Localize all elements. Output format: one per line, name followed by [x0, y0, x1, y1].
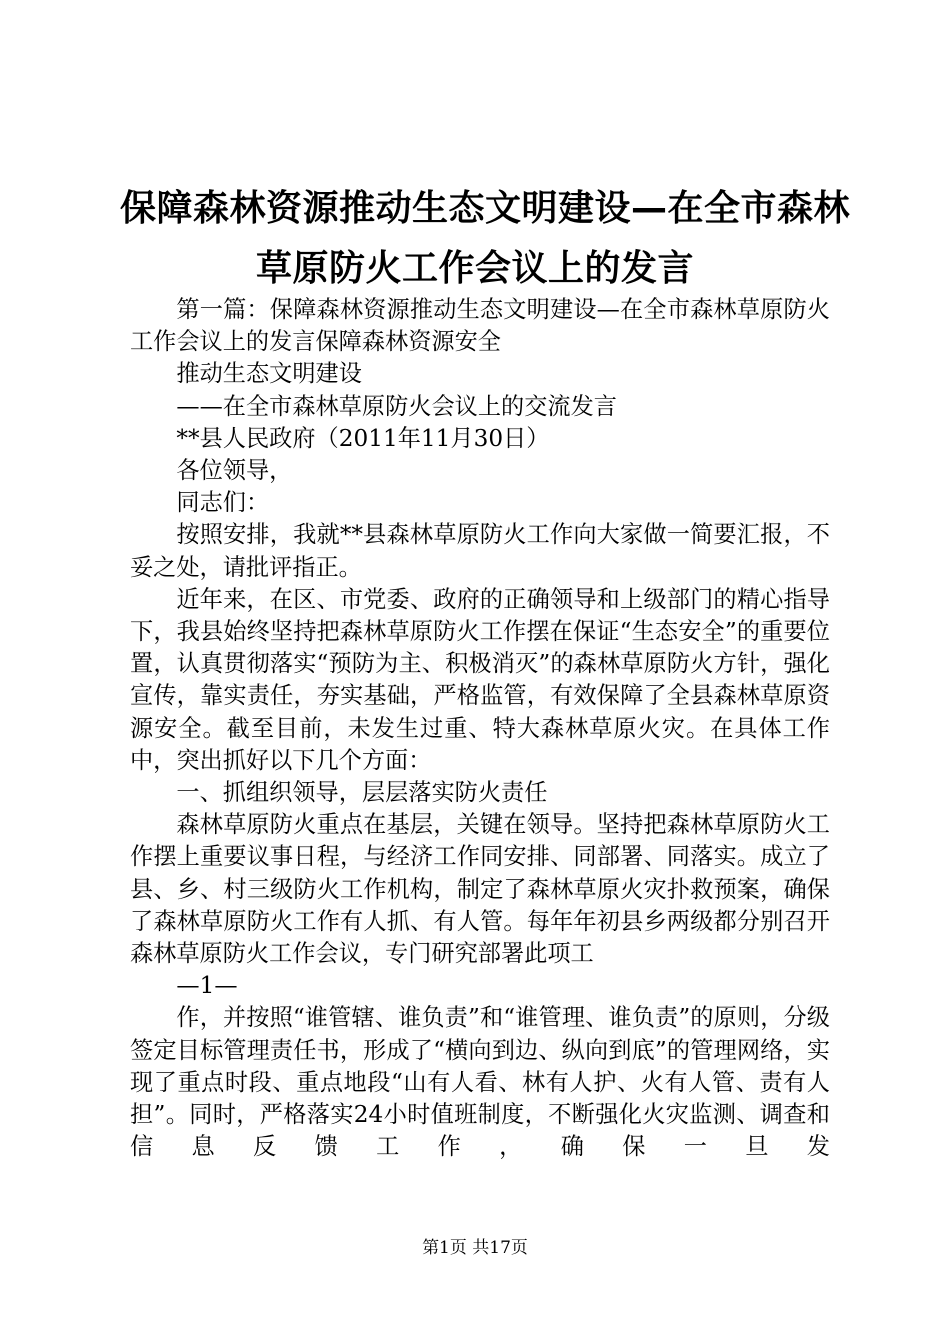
paragraph: 近年来，在区、市党委、政府的正确领导和上级部门的精心指导下，我县始终坚持把森林草原防火工作摆在保证“生态安全”的重要位置，认真贯彻落实“预防为主、积极消灭”的森林草原防火方针，强化宣传，靠实责任，夯实基础，严格监管，有效保障了全县森林草原资源安全。截至目前，未发生过重、特大森林草原火灾。在具体工作中，突出抓好以下几个方面： — [130, 585, 830, 774]
document-title-line-1: 保障森林资源推动生态文明建设—在全市森林 — [120, 188, 851, 229]
paragraph: **县人民政府（2011年11月30日） — [176, 424, 550, 452]
document-body — [130, 294, 830, 1163]
paragraph: 第一篇：保障森林资源推动生态文明建设—在全市森林草原防火工作会议上的发言保障森林资源安全 — [130, 296, 830, 356]
page-footer: 第1页 共17页 — [422, 1238, 528, 1258]
paragraph: 同志们： — [176, 489, 270, 517]
paragraph: 按照安排，我就**县森林草原防火工作向大家做一简要汇报，不妥之处，请批评指正。 — [130, 521, 830, 581]
section-heading: 一、抓组织领导，层层落实防火责任 — [176, 779, 548, 807]
paragraph: 推动生态文明建设 — [176, 360, 362, 388]
paragraph: ——在全市森林草原防火会议上的交流发言 — [176, 392, 617, 420]
paragraph: 各位领导， — [176, 457, 293, 485]
paragraph: 作，并按照“谁管辖、谁负责”和“谁管理、谁负责”的原则，分级签定目标管理责任书，形成了“横向到边、纵向到底”的管理网络，实现了重点时段、重点地段“山有人看、林有人护、火有人管、责有人担”。同时，严格落实24小时值班制度，不断强化火灾监测、调查和信息反馈工作，确保一旦发 — [130, 1004, 830, 1161]
document-title-line-2: 草原防火工作会议上的发言 — [255, 248, 694, 289]
paragraph: 森林草原防火重点在基层，关键在领导。坚持把森林草原防火工作摆上重要议事日程，与经济工作同安排、同部署、同落实。成立了县、乡、村三级防火工作机构，制定了森林草原火灾扑救预案，确保了森林草原防火工作有人抓、有人管。每年年初县乡两级都分别召开森林草原防火工作会议，专门研究部署此项工 — [130, 811, 830, 968]
page-marker: —1— — [176, 972, 238, 1000]
